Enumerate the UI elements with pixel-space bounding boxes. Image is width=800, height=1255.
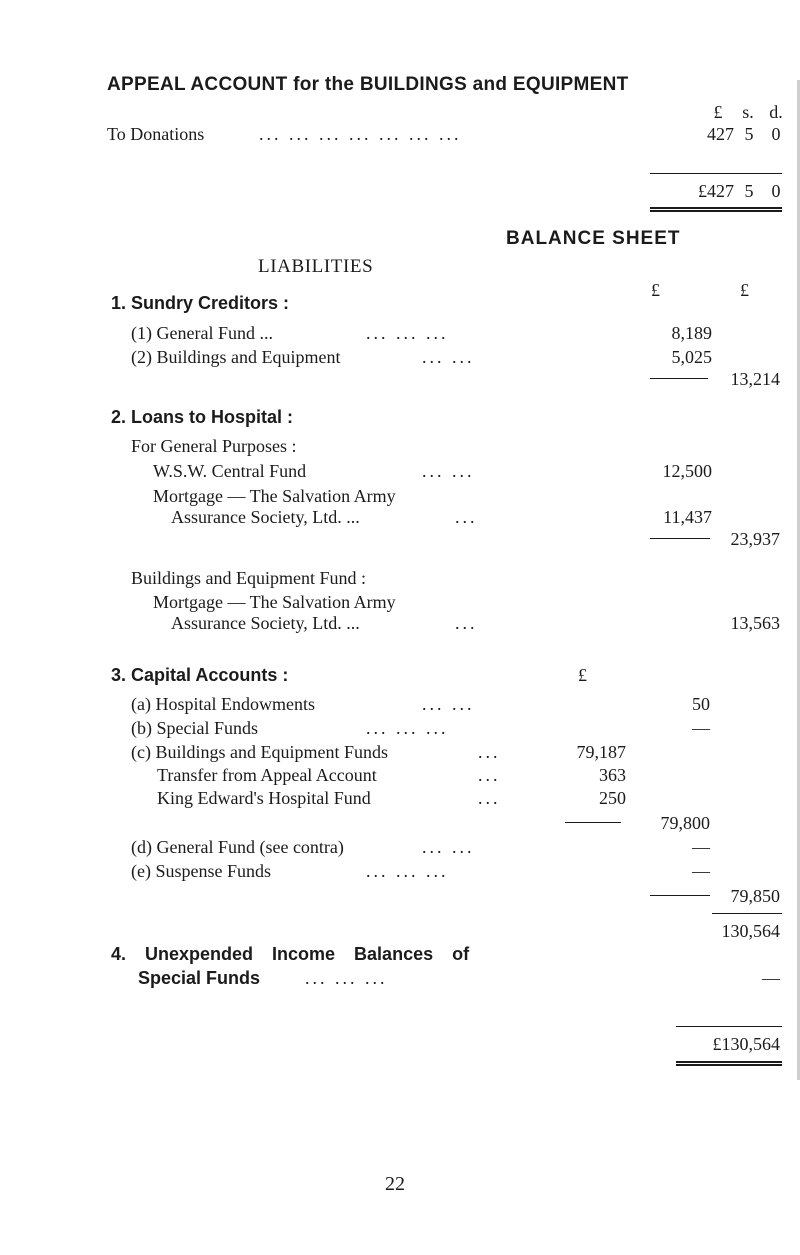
general-fund-label: (1) General Fund ...: [131, 323, 273, 343]
transfer-appeal-leader: ...: [478, 765, 501, 785]
buildings-equipment-funds-value: 79,187: [576, 742, 626, 762]
special-funds-value: —: [692, 718, 710, 738]
grand-total-rule: [676, 1026, 782, 1027]
general-fund-contra-value: —: [692, 837, 710, 857]
transfer-appeal-value: 363: [599, 765, 626, 785]
buildings-equipment-leader: ... ...: [422, 347, 475, 367]
bef-mortgage-value: 13,563: [730, 613, 780, 633]
pence-column-header: d.: [769, 102, 783, 122]
appeal-total-double-rule: [650, 207, 782, 212]
appeal-account-title: APPEAL ACCOUNT for the BUILDINGS and EQUIPMENT: [107, 74, 629, 95]
mortgage-line-1: Mortgage — The Salvation Army: [153, 486, 396, 506]
hospital-endowments-leader: ... ...: [422, 694, 475, 714]
donations-leader-dots: ... ... ... ... ... ... ...: [259, 124, 462, 144]
buildings-equipment-funds-label: (c) Buildings and Equipment Funds: [131, 742, 388, 762]
balance-sheet-title: BALANCE SHEET: [506, 228, 681, 249]
capital-pound-header: £: [578, 665, 587, 685]
buildings-equipment-label: (2) Buildings and Equipment: [131, 347, 341, 367]
appeal-total-pence: 0: [771, 181, 781, 201]
transfer-appeal-label: Transfer from Appeal Account: [157, 765, 377, 785]
capital-c-total: 79,800: [660, 813, 710, 833]
section-1-total: 13,214: [730, 369, 780, 389]
donations-label: To Donations: [107, 124, 205, 144]
wsw-central-fund-label: W.S.W. Central Fund: [153, 461, 307, 481]
donations-pounds: 427: [707, 124, 734, 144]
king-edwards-fund-leader: ...: [478, 788, 501, 808]
general-fund-contra-leader: ... ...: [422, 837, 475, 857]
general-fund-leader: ... ... ...: [366, 323, 449, 343]
general-fund-value: 8,189: [671, 323, 712, 343]
special-funds-label: (b) Special Funds: [131, 718, 258, 738]
liabilities-heading: LIABILITIES: [258, 256, 374, 277]
wsw-central-fund-leader: ... ...: [422, 461, 475, 481]
unexpended-income-value: —: [762, 968, 780, 988]
section-3-heading: 3. Capital Accounts :: [111, 665, 289, 685]
pound-column-header-2: £: [740, 280, 749, 300]
wsw-central-fund-value: 12,500: [662, 461, 712, 481]
hospital-endowments-value: 50: [692, 694, 710, 714]
bef-mortgage-line-2: Assurance Society, Ltd. ...: [171, 613, 360, 633]
pound-column-header-1: £: [651, 280, 660, 300]
liabilities-subtotal: 130,564: [721, 921, 780, 941]
grand-total-double-rule: [676, 1061, 782, 1066]
capital-accounts-total: 79,850: [730, 886, 780, 906]
king-edwards-fund-label: King Edward's Hospital Fund: [157, 788, 371, 808]
mortgage-line-2: Assurance Society, Ltd. ...: [171, 507, 360, 527]
special-funds-leader: ... ... ...: [366, 718, 449, 738]
buildings-equipment-funds-leader: ...: [478, 742, 501, 762]
appeal-total-pounds: £427: [698, 181, 734, 201]
section-1-heading: 1. Sundry Creditors :: [111, 293, 290, 313]
mortgage-value: 11,437: [663, 507, 712, 527]
suspense-funds-value: —: [692, 861, 710, 881]
donations-pence: 0: [771, 124, 781, 144]
bef-mortgage-leader: ...: [455, 613, 478, 633]
mortgage-leader: ...: [455, 507, 478, 527]
section-4-leader: ... ... ...: [305, 968, 388, 988]
hospital-endowments-label: (a) Hospital Endowments: [131, 694, 315, 714]
shillings-column-header: s.: [742, 102, 754, 122]
general-purposes-subheading: For General Purposes :: [131, 436, 297, 456]
bef-mortgage-line-1: Mortgage — The Salvation Army: [153, 592, 396, 612]
section-4-heading-line-1: 4. Unexpended Income Balances of: [111, 944, 470, 964]
page-number: 22: [385, 1173, 405, 1195]
appeal-total-rule: [650, 173, 782, 174]
donations-shillings: 5: [744, 124, 754, 144]
appeal-total-shillings: 5: [744, 181, 754, 201]
section-2-heading: 2. Loans to Hospital :: [111, 407, 294, 427]
grand-total: £130,564: [712, 1034, 780, 1054]
section-4-heading-line-2: Special Funds: [138, 968, 261, 988]
suspense-funds-label: (e) Suspense Funds: [131, 861, 271, 881]
buildings-equipment-value: 5,025: [671, 347, 712, 367]
general-fund-contra-label: (d) General Fund (see contra): [131, 837, 344, 857]
loans-subtotal: 23,937: [730, 529, 780, 549]
pounds-column-header: £: [713, 102, 723, 122]
buildings-equipment-fund-heading: Buildings and Equipment Fund :: [131, 568, 367, 588]
suspense-funds-leader: ... ... ...: [366, 861, 449, 881]
king-edwards-fund-value: 250: [599, 788, 626, 808]
subtotal-rule: [712, 913, 782, 914]
